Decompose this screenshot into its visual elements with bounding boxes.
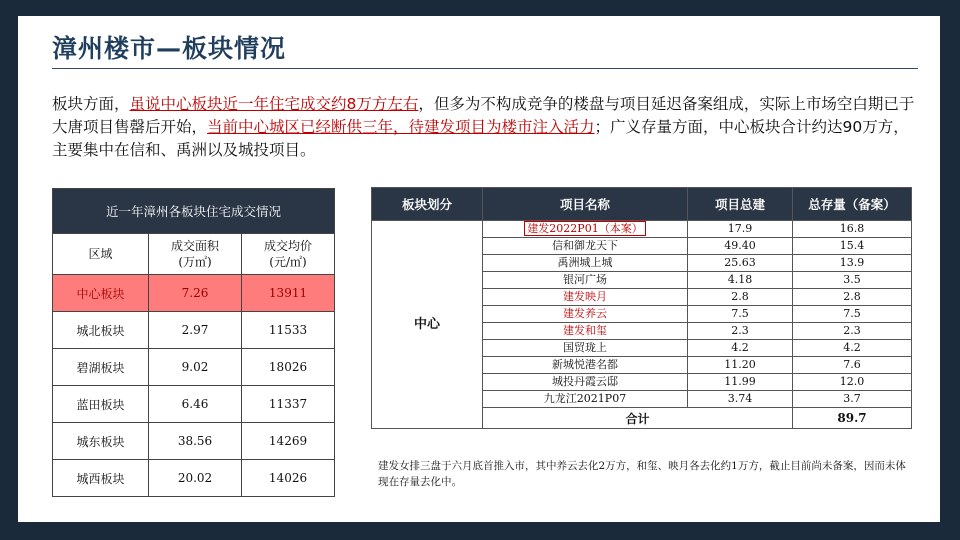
- total-value: 89.7: [793, 408, 912, 429]
- para-text-1: 板块方面，: [52, 95, 130, 113]
- table-header-row: [53, 234, 335, 275]
- para-text-2: ，但多为不构成竞争的楼盘与项目延迟备案组成，实际上市场空白期已于大唐项目售罄后开始，: [52, 95, 915, 136]
- table-row: 城西板块 20.02 14026: [53, 460, 335, 497]
- district-transactions-table: [52, 188, 335, 497]
- table-row: 城东板块 38.56 14269: [53, 423, 335, 460]
- district-cell: 中心: [372, 221, 483, 429]
- col-header-district: 板块划分: [372, 188, 483, 221]
- table-row: 建发和玺 2.3 2.3: [372, 323, 912, 340]
- table-row: 城投丹霞云邸 11.99 12.0: [372, 374, 912, 391]
- table-row: 信和御龙天下 49.40 15.4: [372, 238, 912, 255]
- col-header-total: 项目总建: [688, 188, 793, 221]
- col-header-project: 项目名称: [483, 188, 688, 221]
- title-divider: [52, 68, 918, 69]
- slide: [18, 16, 940, 522]
- table-row: 城北板块 2.97 11533: [53, 312, 335, 349]
- table-row: 中心 建发2022P01（本案） 17.9 16.8: [372, 221, 912, 238]
- inventory-table: [371, 187, 912, 429]
- table-caption: 近一年漳州各板块住宅成交情况: [53, 189, 335, 234]
- table-row: 新城悦港名都 11.20 7.6: [372, 357, 912, 374]
- table-row: 国贸珑上 4.2 4.2: [372, 340, 912, 357]
- col-header-area: 成交面积 (万㎡): [149, 234, 242, 275]
- para-text-3: ；广义存量方面，中心板块合计约达90万方，主要集中在信和、禹洲以及城投项目。: [52, 118, 909, 159]
- table-row: 建发养云 7.5 7.5: [372, 306, 912, 323]
- table-row: 九龙江2021P07 3.74 3.7: [372, 391, 912, 408]
- total-label: 合计: [483, 408, 793, 429]
- col-header-region: 区域: [53, 234, 149, 275]
- col-header-price: 成交均价 (元/㎡): [242, 234, 335, 275]
- table-row: 中心板块 7.26 13911: [53, 275, 335, 312]
- summary-paragraph: [52, 93, 922, 162]
- highlighted-project: 建发2022P01（本案）: [524, 221, 645, 236]
- table-header-row: [372, 188, 912, 221]
- footnote: 建发女排三盘于六月底首推入市，其中养云去化2万方，和玺、映月各去化约1万方，截止目前尚未备案，因而未体现在存量去化中。: [378, 460, 906, 488]
- para-highlight-1: 虽说中心板块近一年住宅成交约8万方左右: [129, 95, 419, 113]
- table-row: 碧湖板块 9.02 18026: [53, 349, 335, 386]
- table-row: 蓝田板块 6.46 11337: [53, 386, 335, 423]
- table-row: 禹洲城上城 25.63 13.9: [372, 255, 912, 272]
- table-row: 银河广场 4.18 3.5: [372, 272, 912, 289]
- col-header-stock: 总存量（备案）: [793, 188, 912, 221]
- table-row: 建发映月 2.8 2.8: [372, 289, 912, 306]
- para-highlight-2: 当前中心城区已经断供三年，待建发项目为楼市注入活力: [207, 118, 595, 136]
- page-title: 漳州楼市—板块情况: [52, 34, 287, 63]
